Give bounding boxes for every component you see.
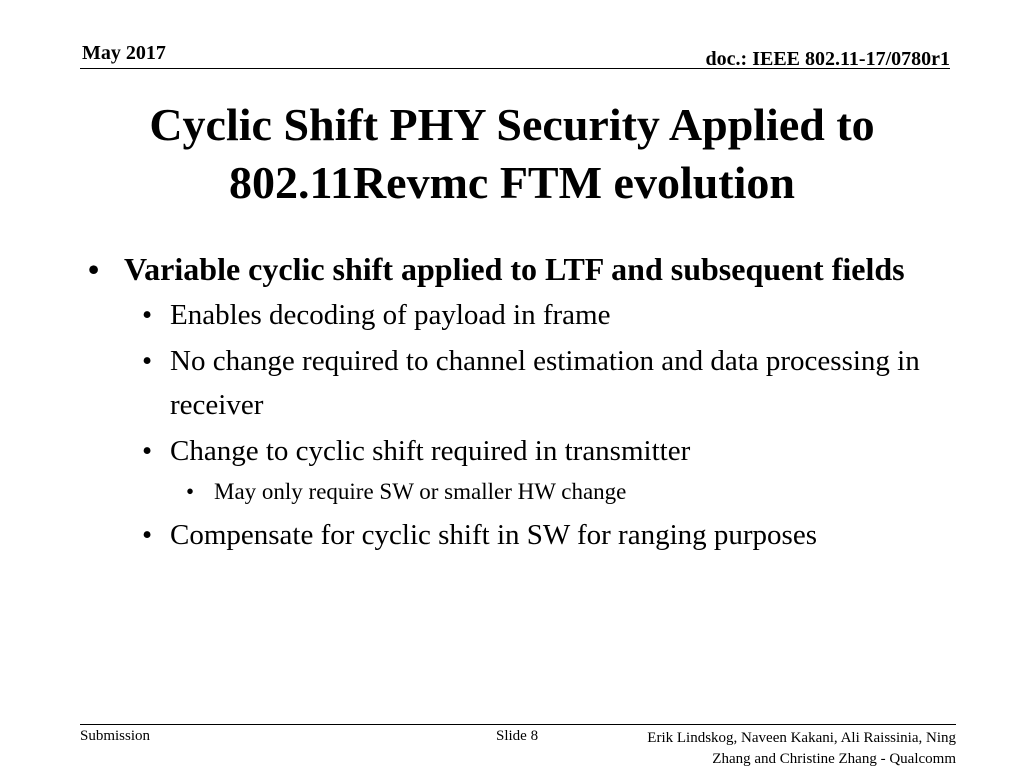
header-doc-id: doc.: IEEE 802.11-17/0780r1 bbox=[705, 48, 950, 70]
footer-authors-line-1: Erik Lindskog, Naveen Kakani, Ali Raissinia, Ning bbox=[647, 730, 956, 746]
sub-bullet-text: No change required to channel estimation and data processing in receiver bbox=[170, 345, 920, 421]
slide-title bbox=[60, 96, 964, 212]
title-line-2: 802.11Revmc FTM evolution bbox=[229, 157, 795, 208]
title-line-1: Cyclic Shift PHY Security Applied to bbox=[149, 99, 875, 150]
sub-bullet-item bbox=[142, 429, 948, 511]
sub-bullet-item bbox=[142, 339, 948, 427]
bullet-item bbox=[88, 246, 948, 557]
bullet-icon: • bbox=[142, 299, 153, 331]
header-divider bbox=[80, 68, 950, 69]
header-date: May 2017 bbox=[82, 42, 166, 64]
footer-authors-line-2: Zhang and Christine Zhang - Qualcomm bbox=[712, 751, 956, 767]
sub-sub-bullet-list bbox=[186, 473, 948, 511]
bullet-icon: • bbox=[142, 519, 153, 551]
sub-bullet-list bbox=[142, 293, 948, 557]
bullet-text: Variable cyclic shift applied to LTF and subsequent fields bbox=[124, 251, 905, 287]
sub-sub-bullet-item bbox=[186, 473, 948, 511]
bullet-icon: • bbox=[142, 435, 153, 467]
sub-bullet-text: Compensate for cyclic shift in SW for ranging purposes bbox=[170, 519, 817, 551]
sub-bullet-text: Change to cyclic shift required in transmitter bbox=[170, 435, 691, 467]
bullet-icon: • bbox=[142, 345, 153, 377]
sub-bullet-item bbox=[142, 513, 948, 557]
footer-authors bbox=[596, 728, 956, 770]
bullet-icon: • bbox=[186, 479, 195, 504]
sub-sub-bullet-text: May only require SW or smaller HW change bbox=[214, 479, 627, 504]
footer-submission: Submission bbox=[80, 728, 151, 744]
bullet-list bbox=[88, 246, 948, 557]
footer-divider bbox=[80, 724, 956, 725]
sub-bullet-text: Enables decoding of payload in frame bbox=[170, 299, 611, 331]
footer-slide-number: Slide 8 bbox=[496, 728, 539, 744]
sub-bullet-item bbox=[142, 293, 948, 337]
bullet-icon: • bbox=[88, 251, 100, 287]
